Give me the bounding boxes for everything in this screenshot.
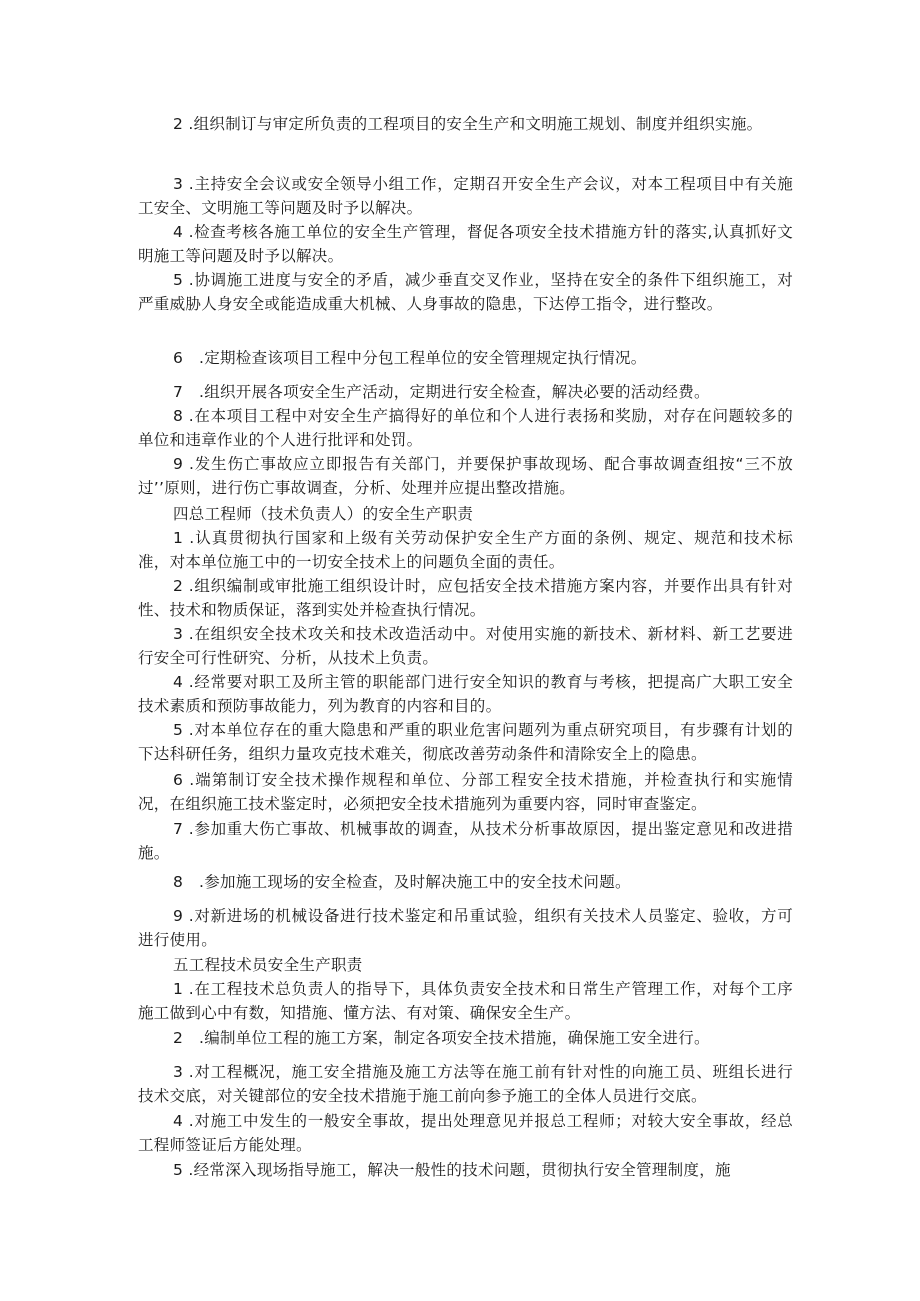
- paragraph-item: 6 .定期检查该项目工程中分包工程单位的安全管理规定执行情况。: [173, 349, 647, 367]
- paragraph-item: 9 .发生伤亡事故应立即报告有关部门，并要保护事故现场、配合事故调查组按“三不放过’’原则，进行伤亡事故调查，分析、处理并应提出整改措施。: [138, 455, 793, 497]
- paragraph-item: 9 .对新进场的机械设备进行技术鉴定和吊重试验，组织有关技术人员鉴定、验收，方可进行使用。: [138, 907, 793, 949]
- section-heading: 五工程技术员安全生产职责: [173, 956, 363, 974]
- paragraph-item: 4 .经常要对职工及所主管的职能部门进行安全知识的教育与考核，把提高广大职工安全技术素质和预防事故能力，列为教育的内容和目的。: [138, 673, 793, 715]
- paragraph-item: 5 .协调施工进度与安全的矛盾，减少垂直交叉作业，坚持在安全的条件下组织施工，对严重威胁人身安全或能造成重大机械、人身事故的隐患，下达停工指令，进行整改。: [138, 271, 793, 313]
- paragraph-item: 1 .在工程技术总负责人的指导下，具体负责安全技术和日常生产管理工作，对每个工序施工做到心中有数，知措施、懂方法、有对策、确保安全生产。: [138, 980, 793, 1022]
- paragraph-item: 3 .在组织安全技术攻关和技术改造活动中。对使用实施的新技术、新材料、新工艺要进行安全可行性研究、分析，从技术上负责。: [138, 625, 793, 667]
- paragraph-item: 5 .对本单位存在的重大隐患和严重的职业危害问题列为重点研究项目，有步骤有计划的下达科研任务，组织力量攻克技术难关，彻底改善劳动条件和清除安全上的隐患。: [138, 721, 793, 763]
- paragraph-item: 1 .认真贯彻执行国家和上级有关劳动保护安全生产方面的条例、规定、规范和技术标准，对本单位施工中的一切安全技术上的问题负全面的责任。: [138, 529, 793, 571]
- paragraph-item: 8 .参加施工现场的安全检查，及时解决施工中的安全技术问题。: [173, 873, 631, 891]
- paragraph-item: 7 .组织开展各项安全生产活动，定期进行安全检查，解决必要的活动经费。: [173, 383, 710, 401]
- paragraph-item: 5 .经常深入现场指导施工，解决一般性的技术问题，贯彻执行安全管理制度，施: [173, 1161, 731, 1179]
- paragraph-item: 2 .编制单位工程的施工方案，制定各项安全技术措施，确保施工安全进行。: [173, 1029, 710, 1047]
- paragraph-item: 2 .组织编制或审批施工组织设计时，应包括安全技术措施方案内容，并要作出具有针对性、技术和物质保证，落到实处并检查执行情况。: [138, 577, 793, 619]
- paragraph-item: 8 .在本项目工程中对安全生产搞得好的单位和个人进行表扬和奖励，对存在问题较多的单位和违章作业的个人进行批评和处罚。: [138, 407, 793, 449]
- paragraph-item: 6 .端第制订安全技术操作规程和单位、分部工程安全技术措施，并检查执行和实施情况，在组织施工技术鉴定时，必须把安全技术措施列为重要内容，同时审查鉴定。: [138, 771, 793, 813]
- paragraph-item: 3 .对工程概况，施工安全措施及施工方法等在施工前有针对性的向施工员、班组长进行技术交底，对关键部位的安全技术措施于施工前向参予施工的全体人员进行交底。: [138, 1063, 793, 1105]
- paragraph-item: 4 .对施工中发生的一般安全事故，提出处理意见并报总工程师；对较大安全事故，经总工程师签证后方能处理。: [138, 1112, 793, 1154]
- section-heading: 四总工程师（技术负责人）的安全生产职责: [173, 505, 474, 523]
- paragraph-item: 7 .参加重大伤亡事故、机械事故的调查，从技术分析事故原因，提出鉴定意见和改进措施。: [138, 820, 793, 862]
- paragraph-item: 3 .主持安全会议或安全领导小组工作，定期召开安全生产会议，对本工程项目中有关施工安全、文明施工等问题及时予以解决。: [138, 175, 793, 217]
- paragraph-item: 2 .组织制订与审定所负责的工程项目的安全生产和文明施工规划、制度并组织实施。: [173, 115, 763, 133]
- paragraph-item: 4 .检查考核各施工单位的安全生产管理，督促各项安全技术措施方针的落实,认真抓好文明施工等问题及时予以解决。: [138, 223, 793, 265]
